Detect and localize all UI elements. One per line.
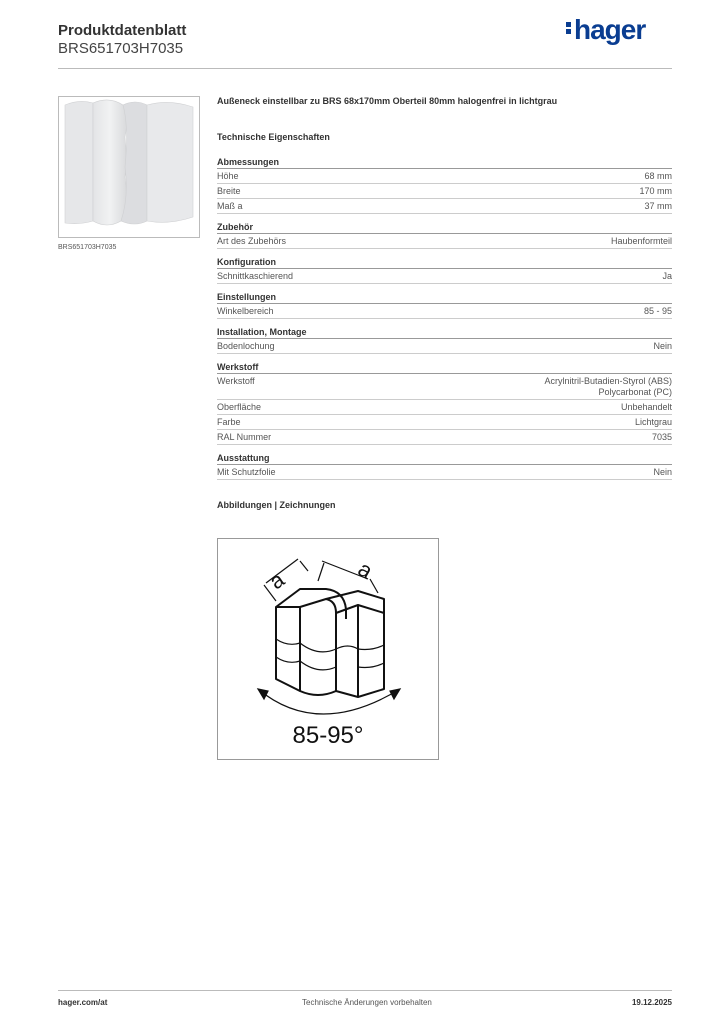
spec-label: Höhe <box>217 171 239 181</box>
spec-value-line: 37 mm <box>644 201 672 211</box>
spec-value <box>639 186 672 197</box>
technical-drawing <box>217 538 439 760</box>
spec-label: Farbe <box>217 417 241 427</box>
spec-label: Maß a <box>217 201 243 211</box>
spec-group <box>217 326 672 354</box>
spec-value <box>621 402 672 413</box>
spec-group-title: Werkstoff <box>217 361 672 374</box>
spec-group-title: Konfiguration <box>217 256 672 269</box>
spec-content <box>217 96 672 510</box>
corner-drawing-icon <box>218 539 438 759</box>
angle-label: 85-95° <box>292 722 364 749</box>
spec-value-line: Acrylnitril-Butadien-Styrol (ABS) <box>544 376 672 386</box>
dim-label-a-right: a <box>353 555 377 584</box>
section-title: Technische Eigenschaften <box>217 132 330 142</box>
footer-date: 19.12.2025 <box>631 998 672 1007</box>
spec-group-title: Einstellungen <box>217 291 672 304</box>
spec-value <box>611 236 672 247</box>
spec-value-line: 170 mm <box>639 186 672 196</box>
spec-value-line: 85 - 95 <box>643 306 672 316</box>
thumbnail-caption: BRS651703H7035 <box>58 244 117 251</box>
spec-group <box>217 221 672 249</box>
spec-row <box>217 199 672 214</box>
dim-label-a-left: a <box>264 566 289 595</box>
spec-row <box>217 234 672 249</box>
spec-value <box>644 201 672 212</box>
spec-row <box>217 184 672 199</box>
spec-value-line: 7035 <box>651 432 672 442</box>
spec-value <box>652 432 672 443</box>
spec-value-line: Nein <box>653 341 672 351</box>
product-photo-icon <box>59 97 199 237</box>
spec-value-line: Haubenformteil <box>610 236 672 246</box>
spec-group <box>217 256 672 284</box>
spec-value <box>544 376 672 398</box>
spec-value-line: Ja <box>662 271 672 281</box>
spec-value <box>644 171 672 182</box>
spec-value-line: Lichtgrau <box>634 417 672 427</box>
header-divider <box>58 68 672 69</box>
spec-groups <box>217 156 672 480</box>
logo-dots-icon <box>566 20 572 36</box>
spec-label: Breite <box>217 186 241 196</box>
spec-label: Art des Zubehörs <box>217 236 287 246</box>
product-title: Außeneck einstellbar zu BRS 68x170mm Oberteil 80mm halogenfrei in lichtgrau <box>217 96 558 106</box>
spec-group-title: Installation, Montage <box>217 326 672 339</box>
spec-value <box>653 341 672 352</box>
spec-group <box>217 156 672 214</box>
spec-row <box>217 400 672 415</box>
spec-group-title: Ausstattung <box>217 452 672 465</box>
page-title: Produktdatenblatt <box>58 22 187 39</box>
spec-value-line: Polycarbonat (PC) <box>598 387 672 397</box>
spec-row <box>217 465 672 480</box>
footer-disclaimer: Technische Änderungen vorbehalten <box>302 998 432 1007</box>
spec-row <box>217 269 672 284</box>
spec-group <box>217 291 672 319</box>
spec-value <box>653 467 672 478</box>
footer-divider <box>58 990 672 991</box>
spec-label: RAL Nummer <box>217 432 272 442</box>
spec-value <box>635 417 672 428</box>
spec-label: Oberfläche <box>217 402 262 412</box>
spec-row <box>217 430 672 445</box>
spec-row <box>217 304 672 319</box>
spec-value <box>644 306 672 317</box>
spec-label: Bodenlochung <box>217 341 275 351</box>
article-number: BRS651703H7035 <box>58 40 184 57</box>
spec-group <box>217 452 672 480</box>
footer-website[interactable]: hager.com/at <box>58 998 108 1007</box>
spec-row <box>217 374 672 400</box>
logo-text: hager <box>574 14 646 45</box>
spec-value-line: Unbehandelt <box>620 402 672 412</box>
product-thumbnail <box>58 96 200 238</box>
spec-row <box>217 339 672 354</box>
spec-group <box>217 361 672 445</box>
spec-row <box>217 415 672 430</box>
spec-label: Mit Schutzfolie <box>217 467 276 477</box>
spec-group-title: Zubehör <box>217 221 672 234</box>
spec-label: Schnittkaschierend <box>217 271 294 281</box>
spec-group-title: Abmessungen <box>217 156 672 169</box>
spec-value <box>662 271 672 282</box>
images-section-title: Abbildungen | Zeichnungen <box>217 500 336 510</box>
hager-logo <box>566 14 645 46</box>
spec-label: Winkelbereich <box>217 306 274 316</box>
spec-value-line: Nein <box>653 467 672 477</box>
spec-label: Werkstoff <box>217 376 255 386</box>
spec-row <box>217 169 672 184</box>
spec-value-line: 68 mm <box>644 171 672 181</box>
